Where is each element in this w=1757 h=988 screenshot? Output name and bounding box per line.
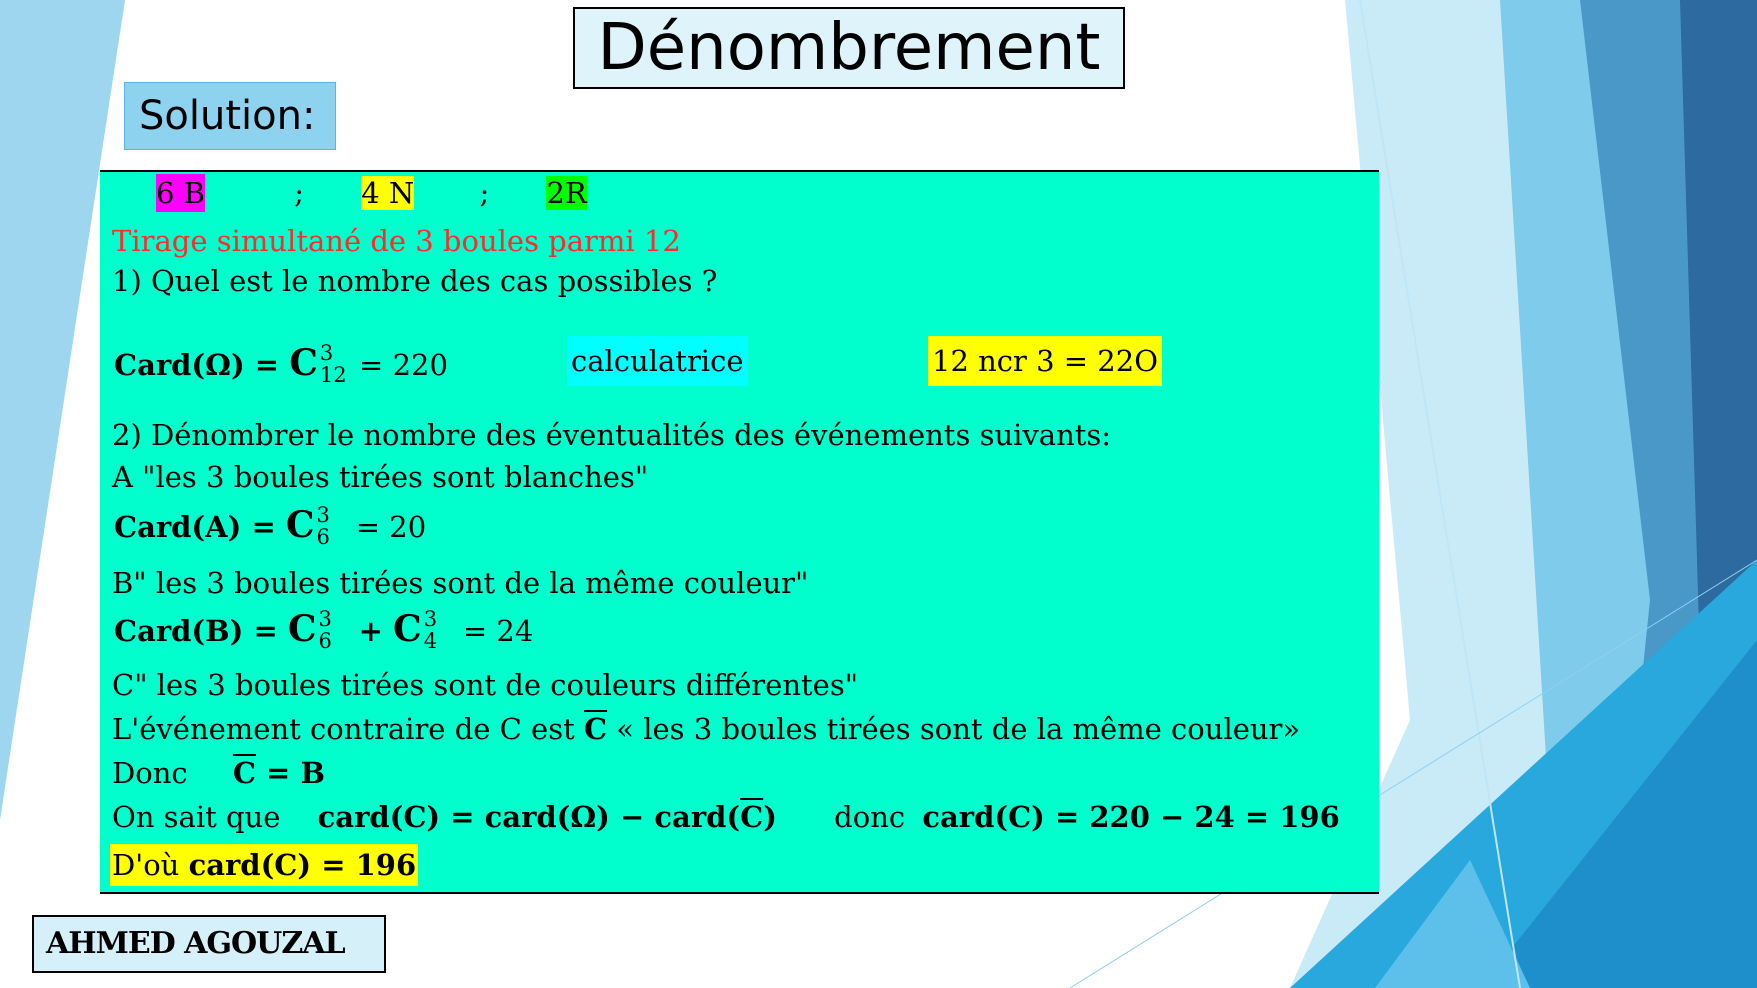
formula-lhs: Card(B) = [114, 614, 288, 648]
combination-k: 3 [316, 503, 330, 527]
question-1: 1) Quel est le nombre des cas possibles ? [112, 264, 718, 298]
dou-formula: card(C) = 196 [188, 848, 417, 882]
c-bar: $\overline{C}$ [740, 800, 764, 834]
balls-line [156, 176, 587, 210]
page-title: Dénombrement [573, 7, 1125, 89]
author-label: AHMED AGOUZAL [32, 915, 386, 973]
donc-label: Donc [112, 756, 188, 790]
combination-symbol: C [285, 504, 315, 546]
donc-equation: = B [255, 756, 325, 790]
combination-n: 12 [319, 363, 347, 387]
card-b-formula [114, 608, 533, 653]
donc-word: donc [834, 800, 906, 834]
calculatrice-tag: calculatrice [567, 336, 748, 386]
combination-n: 6 [318, 629, 332, 653]
dou-text: D'où [112, 848, 189, 882]
combination-symbol: C [393, 608, 422, 650]
card-c-formula: card(C) = card(Ω) − card( [317, 800, 741, 834]
formula-close: ) [763, 800, 777, 834]
donc-line [112, 756, 325, 790]
white-balls: 6 B [156, 176, 205, 210]
solution-content [100, 170, 1379, 894]
final-result [110, 844, 418, 886]
formula-rhs: = 24 [453, 614, 534, 648]
formula-lhs: Card(A) = [114, 510, 286, 544]
combination-symbol: C [287, 608, 317, 650]
on-sait-line [112, 800, 1340, 834]
event-b: B" les 3 boules tirées sont de la même couleur" [112, 566, 809, 600]
c-bar: $\overline{C}$ [232, 756, 256, 790]
on-sait-label: On sait que [112, 800, 281, 834]
calc-result: 12 ncr 3 = 22O [928, 336, 1162, 386]
contraire-line [112, 712, 1300, 746]
red-balls: 2R [546, 176, 587, 210]
card-omega-formula [114, 342, 448, 387]
separator: ; [479, 176, 490, 210]
card-c-result: card(C) = 220 − 24 = 196 [922, 800, 1340, 834]
formula-rhs: = 20 [346, 510, 427, 544]
contraire-text: L'événement contraire de C est [112, 712, 584, 746]
tirage-text: Tirage simultané de 3 boules parmi 12 [112, 224, 681, 258]
contraire-text-after: « les 3 boules tirées sont de la même couleur» [607, 712, 1301, 746]
combination-k: 3 [423, 607, 438, 631]
combination-n: 4 [423, 629, 438, 653]
event-a: A "les 3 boules tirées sont blanches" [112, 460, 649, 494]
c-bar: $\overline{C}$ [583, 712, 608, 746]
black-balls: 4 N [361, 176, 415, 210]
formula-lhs: Card(Ω) = [114, 348, 290, 382]
event-c: C" les 3 boules tirées sont de couleurs différentes" [112, 668, 859, 702]
separator: ; [294, 176, 304, 210]
question-2: 2) Dénombrer le nombre des éventualités des événements suivants: [112, 418, 1112, 452]
formula-rhs: = 220 [349, 348, 448, 382]
card-a-formula [114, 504, 426, 549]
solution-label: Solution: [124, 82, 336, 150]
combination-k: 3 [318, 607, 332, 631]
combination-n: 6 [316, 525, 330, 549]
combination-symbol: C [289, 342, 318, 384]
combination-k: 3 [319, 341, 334, 365]
plus-sign: + [348, 614, 394, 648]
